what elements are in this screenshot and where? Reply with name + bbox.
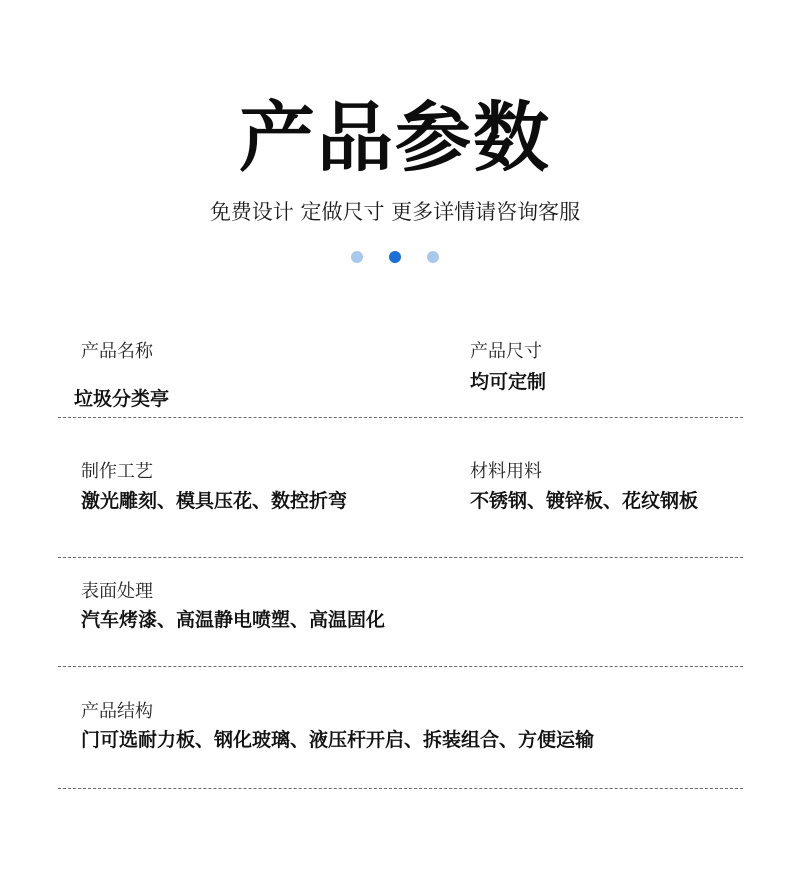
product-size-label: 产品尺寸 xyxy=(470,341,542,362)
structure-value: 门可选耐力板、钢化玻璃、液压杆开启、拆装组合、方便运输 xyxy=(81,729,595,751)
carousel-indicator xyxy=(0,250,790,264)
material-value: 不锈钢、镀锌板、花纹钢板 xyxy=(470,490,699,512)
row-divider xyxy=(58,417,743,418)
indicator-dot xyxy=(427,251,439,263)
indicator-dot xyxy=(351,251,363,263)
structure-label: 产品结构 xyxy=(81,701,153,722)
indicator-dot-active xyxy=(389,251,401,263)
row-divider xyxy=(58,666,743,667)
craft-label: 制作工艺 xyxy=(81,461,153,482)
product-size-value: 均可定制 xyxy=(470,371,547,393)
page-subtitle: 免费设计 定做尺寸 更多详情请咨询客服 xyxy=(209,200,581,224)
row-divider xyxy=(58,788,743,789)
row-divider xyxy=(58,557,743,558)
page-title: 产品参数 xyxy=(239,93,551,182)
surface-label: 表面处理 xyxy=(81,581,153,602)
surface-value: 汽车烤漆、高温静电喷塑、高温固化 xyxy=(81,609,386,631)
product-name-label: 产品名称 xyxy=(81,341,153,362)
product-name-value: 垃圾分类亭 xyxy=(74,388,170,410)
material-label: 材料用料 xyxy=(470,461,542,482)
craft-value: 激光雕刻、模具压花、数控折弯 xyxy=(81,490,348,512)
